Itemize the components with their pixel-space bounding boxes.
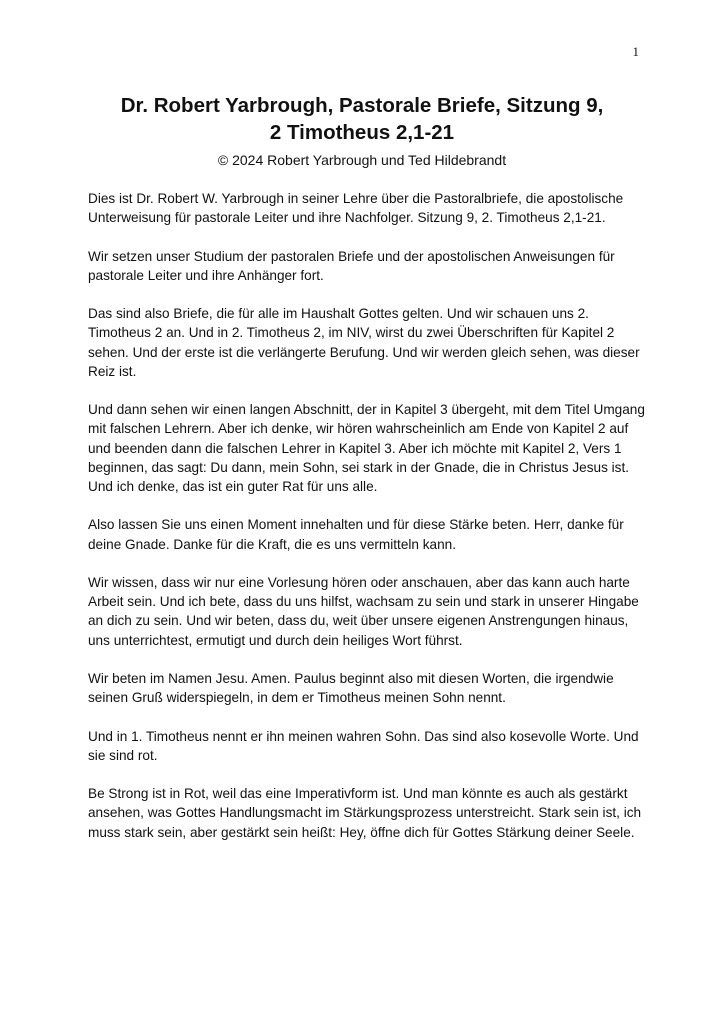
paragraph: Und in 1. Timotheus nennt er ihn meinen wahren Sohn. Das sind also kosevolle Worte. Und sie sind rot. <box>88 728 639 763</box>
copyright-notice: © 2024 Robert Yarbrough und Ted Hildebrandt <box>217 152 507 168</box>
paragraph: Das sind also Briefe, die für alle im Haushalt Gottes gelten. Und wir schauen uns 2. Timotheus 2 an. Und in 2. Timotheus 2, im NIV, wirst du zwei Überschriften für Kapitel 2 sehen. Und der erste ist die verlängerte Berufung. Und wir werden gleich sehen, was dieser Reiz ist. <box>88 306 640 379</box>
document-header <box>60 92 664 170</box>
paragraph: Dies ist Dr. Robert W. Yarbrough in seiner Lehre über die Pastoralbriefe, die apostolische Unterweisung für pastorale Leiter und ihre Nachfolger. Sitzung 9, 2. Timotheus 2,1-21. <box>88 191 624 226</box>
paragraph: Wir setzen unser Studium der pastoralen Briefe und der apostolischen Anweisungen für pastorale Leiter und ihre Anhänger fort. <box>88 248 615 283</box>
document-title-line-2: 2 Timotheus 2,1-21 <box>269 121 455 144</box>
paragraph: Und dann sehen wir einen langen Abschnitt, der in Kapitel 3 übergeht, mit dem Titel Umgang mit falschen Lehrern. Aber ich denke, wir hören wahrscheinlich am Ende von Kapitel 2 auf und beenden dann die falschen Lehrer in Kapitel 3. Aber ich möchte mit Kapitel 2, Vers 1 beginnen, das sagt: Du dann, mein Sohn, sei stark in der Gnade, die in Christus Jesus ist. Und ich denke, das ist ein guter Rat für uns alle. <box>88 402 645 494</box>
page-number: 1 <box>632 44 639 59</box>
paragraph: Wir beten im Namen Jesu. Amen. Paulus beginnt also mit diesen Worten, die irgendwie seinen Gruß widerspiegeln, in dem er Timotheus meinen Sohn nennt. <box>88 670 614 706</box>
paragraph: Be Strong ist in Rot, weil das eine Imperativform ist. Und man könnte es auch als gestärkt ansehen, was Gottes Handlungsmacht im Stärkungsprozess unterstreicht. Stark sein ist, ich muss stark sein, aber gestärkt sein heißt: Hey, öffne dich für Gottes Stärkung deiner Seele. <box>88 786 642 840</box>
paragraph: Wir wissen, dass wir nur eine Vorlesung hören oder anschauen, aber das kann auch harte Arbeit sein. Und ich bete, dass du uns hilfst, wachsam zu sein und stark in unserer Hingabe an dich zu sein. Und wir beten, dass du, weit über unsere eigenen Anstrengungen hinaus, uns unterrichtest, ermutigt und durch dein heiliges Wort führst. <box>88 574 639 648</box>
paragraph: Also lassen Sie uns einen Moment innehalten und für diese Stärke beten. Herr, danke für deine Gnade. Danke für die Kraft, die es uns vermitteln kann. <box>88 517 624 552</box>
document-title-line-1: Dr. Robert Yarbrough, Pastorale Briefe, Sitzung 9, <box>120 94 604 117</box>
document-body <box>88 189 648 861</box>
